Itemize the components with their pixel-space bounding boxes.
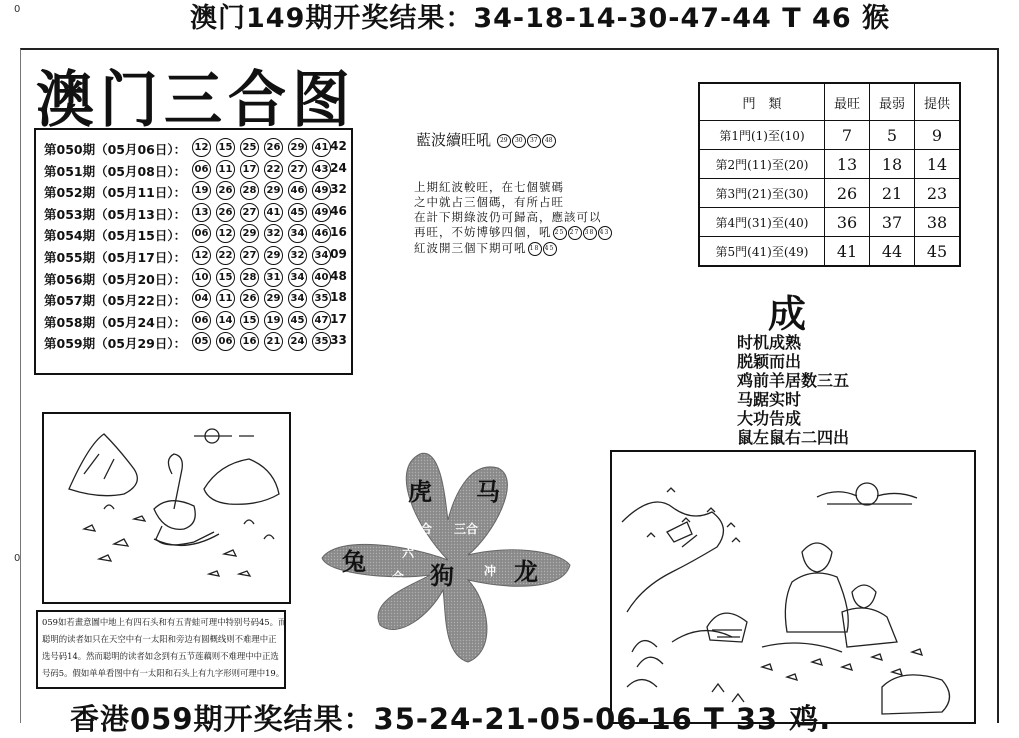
door-range-label: 第3門(21)至(30) — [699, 179, 825, 208]
number-ball: 15 — [216, 268, 235, 287]
special-number: 09 — [330, 247, 347, 261]
number-ball: 34 — [288, 289, 307, 308]
tip-number-ball: 45 — [543, 242, 557, 256]
number-ball: 26 — [240, 289, 259, 308]
number-ball: 49 — [312, 181, 331, 200]
verse-line-6: 鼠左鼠右二四出 — [737, 428, 850, 447]
number-ball: 28 — [240, 268, 259, 287]
number-ball: 11 — [216, 289, 235, 308]
bottom-banner: 香港059期开奖结果：35-24-21-05-06-16 T 33 鸡. — [70, 702, 832, 736]
number-ball: 16 — [240, 332, 259, 351]
number-ball: 32 — [264, 224, 283, 243]
door-min-value: 18 — [870, 150, 915, 179]
history-row-label: 第054期（05月15日）： — [44, 228, 187, 244]
history-row-label: 第056期（05月20日）： — [44, 271, 187, 287]
door-table-row — [699, 150, 960, 179]
door-range-label: 第5門(41)至(49) — [699, 237, 825, 267]
tip-line-5-balls — [527, 241, 557, 255]
corner-mark-mid: 0 — [14, 553, 21, 564]
history-row — [44, 332, 349, 352]
number-ball: 15 — [216, 138, 235, 157]
special-number: 33 — [330, 333, 347, 348]
tip-number-ball: 25 — [553, 226, 567, 240]
tip-title: 藍波續旺吼 — [416, 131, 492, 149]
tip-box — [410, 125, 650, 265]
door-table-row — [699, 237, 960, 267]
history-row — [44, 224, 349, 244]
history-row — [44, 311, 349, 331]
history-row — [44, 160, 349, 180]
door-range-label: 第4門(31)至(40) — [699, 208, 825, 237]
number-ball: 46 — [312, 224, 331, 243]
history-row-label: 第059期（05月29日）： — [44, 336, 187, 352]
header-category: 門 類 — [699, 83, 825, 121]
number-ball: 27 — [288, 160, 307, 179]
tip-number-ball: 30 — [512, 134, 526, 148]
number-ball: 32 — [288, 246, 307, 265]
number-ball: 41 — [312, 138, 331, 157]
number-ball: 27 — [240, 246, 259, 265]
tip-line-2: 之中就占三個碼，有所占旺 — [414, 195, 564, 209]
tip-title-balls — [496, 131, 556, 149]
number-ball: 05 — [192, 332, 211, 351]
tip-number-ball: 48 — [542, 134, 556, 148]
door-max-value: 36 — [825, 208, 870, 237]
history-row — [44, 289, 349, 309]
number-ball: 12 — [192, 246, 211, 265]
corner-mark-top: 0 — [14, 4, 21, 15]
number-ball: 13 — [192, 203, 211, 222]
history-row — [44, 203, 349, 223]
number-ball: 19 — [264, 311, 283, 330]
zodiac-tiger: 虎 — [408, 478, 432, 506]
tip-line-4-balls — [552, 225, 612, 239]
crane-drawing — [44, 414, 289, 602]
number-ball: 34 — [288, 268, 307, 287]
door-min-value: 37 — [870, 208, 915, 237]
history-row — [44, 138, 349, 158]
number-ball: 14 — [216, 311, 235, 330]
door-give-value: 23 — [915, 179, 961, 208]
number-ball: 06 — [192, 311, 211, 330]
number-ball: 04 — [192, 289, 211, 308]
door-table-row — [699, 208, 960, 237]
header-max: 最旺 — [825, 83, 870, 121]
number-ball: 31 — [264, 268, 283, 287]
number-ball: 46 — [288, 181, 307, 200]
number-ball: 25 — [240, 138, 259, 157]
number-ball: 17 — [240, 160, 259, 179]
door-min-value: 21 — [870, 179, 915, 208]
zodiac-dragon: 龙 — [514, 558, 538, 586]
zodiac-rabbit: 兔 — [342, 548, 366, 576]
special-number: 32 — [330, 182, 347, 197]
door-max-value: 13 — [825, 150, 870, 179]
tip-line-4-row — [414, 224, 612, 240]
number-ball: 45 — [288, 311, 307, 330]
special-number: 24 — [330, 160, 347, 175]
tip-number-ball: 37 — [527, 134, 541, 148]
door-give-value: 14 — [915, 150, 961, 179]
number-ball: 28 — [240, 181, 259, 200]
number-ball: 43 — [312, 160, 331, 179]
number-ball: 34 — [312, 246, 331, 265]
number-ball: 49 — [312, 203, 331, 222]
illustration-crane — [42, 412, 291, 604]
history-box — [34, 128, 353, 375]
history-row-label: 第058期（05月24日）： — [44, 314, 187, 330]
number-ball: 24 — [288, 332, 307, 351]
note-line-1: 059如若畫意圖中地上有四石头和有五青蛙可理中特别号码45。而 — [42, 617, 287, 627]
number-ball: 29 — [264, 289, 283, 308]
zodiac-horse: 马 — [476, 478, 500, 506]
tip-number-ball: 43 — [598, 226, 612, 240]
number-ball: 40 — [312, 268, 331, 287]
door-min-value: 44 — [870, 237, 915, 267]
number-ball: 19 — [192, 181, 211, 200]
zodiac-dog: 狗 — [430, 562, 454, 590]
tip-number-ball: 38 — [583, 226, 597, 240]
door-table — [698, 82, 961, 267]
label-he: 合 — [392, 570, 405, 584]
history-row — [44, 246, 349, 266]
note-line-3: 选号码14。然而聪明的读者如念到有五节莲藕则不难理中中正选 — [42, 651, 279, 661]
number-ball: 29 — [264, 246, 283, 265]
tip-number-ball: 18 — [528, 242, 542, 256]
hint-note-box — [36, 610, 286, 689]
tip-line-4: 再旺，不妨博够四個，吼 — [414, 225, 552, 239]
label-sanhe-left: 三合 — [408, 522, 433, 536]
door-give-value: 45 — [915, 237, 961, 267]
note-line-4: 号码5。假如单单看图中有一太阳和石头上有九字形则可理中19。 — [42, 668, 285, 678]
tip-number-ball: 29 — [497, 134, 511, 148]
number-ball: 45 — [288, 203, 307, 222]
door-give-value: 9 — [915, 121, 961, 150]
history-row — [44, 268, 349, 288]
door-table-row — [699, 179, 960, 208]
header-give: 提供 — [915, 83, 961, 121]
special-number: 17 — [330, 311, 347, 326]
number-ball: 47 — [312, 311, 331, 330]
number-ball: 29 — [240, 224, 259, 243]
label-chong: 冲 — [484, 564, 497, 578]
label-sanhe-right: 三合 — [454, 522, 479, 536]
history-row-label: 第053期（05月13日）： — [44, 206, 187, 222]
illustration-ladies — [610, 450, 976, 724]
history-row-label: 第057期（05月22日）： — [44, 293, 187, 309]
special-number: 42 — [330, 139, 347, 153]
number-ball: 26 — [216, 203, 235, 222]
tip-line-1: 上期紅波較旺，在七個號碼 — [414, 180, 564, 194]
door-table-header — [699, 83, 960, 121]
note-line-2: 聪明的读者如只在天空中有一太阳和旁边有圆概线则不难理中正 — [42, 634, 277, 644]
page-title: 澳门三合图 — [36, 63, 357, 135]
tip-number-ball: 27 — [568, 226, 582, 240]
door-give-value: 38 — [915, 208, 961, 237]
number-ball: 35 — [312, 332, 331, 351]
number-ball: 27 — [240, 203, 259, 222]
tip-line-5-row — [414, 240, 557, 256]
number-ball: 06 — [192, 224, 211, 243]
history-row-label: 第055期（05月17日）： — [44, 250, 187, 265]
special-number: 16 — [330, 225, 347, 240]
door-min-value: 5 — [870, 121, 915, 150]
big-character: 成 — [768, 292, 807, 336]
ladies-drawing — [612, 452, 974, 722]
special-number: 18 — [330, 290, 347, 305]
number-ball: 22 — [264, 160, 283, 179]
number-ball: 06 — [192, 160, 211, 179]
verse-line-2: 脱颖而出 — [737, 352, 802, 371]
door-max-value: 41 — [825, 237, 870, 267]
number-ball: 11 — [216, 160, 235, 179]
header-min: 最弱 — [870, 83, 915, 121]
history-row-label: 第052期（05月11日）： — [44, 185, 187, 201]
door-range-label: 第1門(1)至(10) — [699, 121, 825, 150]
number-ball: 34 — [288, 224, 307, 243]
number-ball: 29 — [288, 138, 307, 157]
number-ball: 41 — [264, 203, 283, 222]
zodiac-flower — [318, 450, 578, 665]
history-row — [44, 181, 349, 201]
number-ball: 12 — [216, 224, 235, 243]
label-liu: 六 — [402, 546, 415, 560]
door-max-value: 7 — [825, 121, 870, 150]
verse-line-4: 马踞实时 — [737, 390, 802, 409]
number-ball: 29 — [264, 181, 283, 200]
number-ball: 06 — [216, 332, 235, 351]
tip-title-row — [416, 129, 556, 150]
number-ball: 26 — [264, 138, 283, 157]
door-table-row — [699, 121, 960, 150]
verse-line-1: 时机成熟 — [737, 333, 802, 352]
door-range-label: 第2門(11)至(20) — [699, 150, 825, 179]
tip-line-5: 紅波開三個下期可吼 — [414, 241, 527, 255]
special-number: 48 — [330, 268, 347, 283]
number-ball: 26 — [216, 181, 235, 200]
tip-line-3: 在計下期綠波仍可歸高，應該可以 — [414, 210, 602, 224]
number-ball: 15 — [240, 311, 259, 330]
verse-line-3: 鸡前羊居数三五 — [737, 371, 850, 390]
number-ball: 22 — [216, 246, 235, 265]
history-row-label: 第051期（05月08日）： — [44, 163, 187, 179]
top-banner: 澳门149期开奖结果：34-18-14-30-47-44 T 46 猴 — [190, 3, 891, 34]
number-ball: 35 — [312, 289, 331, 308]
verse-line-5: 大功告成 — [737, 409, 802, 428]
special-number: 46 — [330, 203, 347, 218]
number-ball: 12 — [192, 138, 211, 157]
number-ball: 21 — [264, 332, 283, 351]
door-max-value: 26 — [825, 179, 870, 208]
number-ball: 10 — [192, 268, 211, 287]
history-row-label: 第050期（05月06日）： — [44, 142, 187, 157]
